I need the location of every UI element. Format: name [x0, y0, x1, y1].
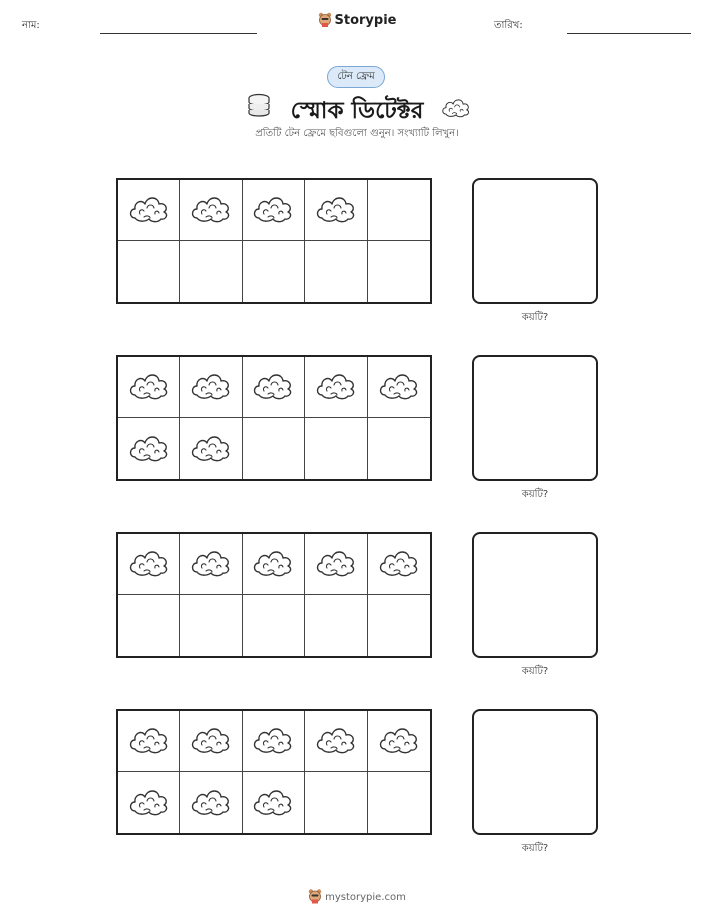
- ten-frame-cell: [368, 241, 430, 302]
- storypie-logo-icon: [308, 888, 322, 907]
- smoke-cloud-icon: [252, 723, 294, 759]
- ten-frame-cell: [368, 180, 430, 241]
- ten-frame-cell: [368, 357, 430, 418]
- smoke-cloud-icon: [128, 369, 170, 405]
- answer-box[interactable]: [472, 532, 598, 658]
- smoke-cloud-icon: [378, 369, 420, 405]
- ten-frame-cell: [305, 418, 367, 479]
- ten-frame-cell: [118, 534, 180, 595]
- smoke-cloud-icon: [190, 723, 232, 759]
- ten-frame-cell: [368, 772, 430, 833]
- ten-frame-cell: [243, 534, 305, 595]
- ten-frame-cell: [305, 772, 367, 833]
- ten-frame-cell: [243, 711, 305, 772]
- ten-frame-cell: [118, 711, 180, 772]
- ten-frame-cell: [118, 357, 180, 418]
- brand: [0, 12, 714, 31]
- smoke-cloud-icon: [128, 785, 170, 821]
- ten-frame-cell: [118, 241, 180, 302]
- smoke-cloud-icon: [128, 723, 170, 759]
- ten-frame-cell: [368, 595, 430, 656]
- how-many-label: কয়টি?: [521, 843, 549, 854]
- ten-frame-cell: [118, 772, 180, 833]
- smoke-cloud-icon: [315, 192, 357, 228]
- smoke-cloud-icon: [252, 546, 294, 582]
- ten-frame: [116, 709, 432, 835]
- smoke-cloud-icon: [190, 369, 232, 405]
- ten-frame-cell: [368, 418, 430, 479]
- ten-frame-cell: [305, 711, 367, 772]
- name-label: নাম:: [22, 20, 40, 31]
- footer-url[interactable]: mystorypie.com: [325, 892, 406, 903]
- smoke-cloud-icon: [441, 95, 471, 123]
- smoke-cloud-icon: [315, 546, 357, 582]
- ten-frame-cell: [243, 418, 305, 479]
- smoke-cloud-icon: [315, 723, 357, 759]
- answer-box[interactable]: [472, 178, 598, 304]
- footer: [0, 888, 714, 907]
- ten-frame-cell: [180, 357, 242, 418]
- ten-frame-cell: [180, 180, 242, 241]
- smoke-cloud-icon: [252, 785, 294, 821]
- smoke-cloud-icon: [378, 546, 420, 582]
- ten-frame-cell: [243, 772, 305, 833]
- ten-frame-cell: [305, 241, 367, 302]
- how-many-label: কয়টি?: [521, 489, 549, 500]
- ten-frame-cell: [305, 357, 367, 418]
- date-label: তারিখ:: [494, 20, 523, 31]
- smoke-cloud-icon: [190, 546, 232, 582]
- ten-frame-cell: [368, 534, 430, 595]
- page-title: স্মোক ডিটেক্টর: [290, 98, 424, 124]
- ten-frame-cell: [180, 418, 242, 479]
- smoke-cloud-icon: [252, 192, 294, 228]
- smoke-cloud-icon: [128, 192, 170, 228]
- ten-frame-cell: [180, 711, 242, 772]
- ten-frame-badge: টেন ফ্রেম: [327, 66, 385, 88]
- smoke-cloud-icon: [128, 546, 170, 582]
- smoke-cloud-icon: [190, 431, 232, 467]
- answer-box[interactable]: [472, 709, 598, 835]
- ten-frame-cell: [368, 711, 430, 772]
- ten-frame-cell: [305, 534, 367, 595]
- smoke-cloud-icon: [190, 192, 232, 228]
- smoke-cloud-icon: [190, 785, 232, 821]
- brand-name: Storypie: [334, 13, 397, 28]
- answer-box[interactable]: [472, 355, 598, 481]
- ten-frame-cell: [243, 180, 305, 241]
- smoke-cloud-icon: [128, 431, 170, 467]
- storypie-logo-icon: [318, 12, 332, 31]
- ten-frame-cell: [180, 534, 242, 595]
- how-many-label: কয়টি?: [521, 666, 549, 677]
- ten-frame: [116, 355, 432, 481]
- instructions: প্রতিটি টেন ফ্রেমে ছবিগুলো গুনুন। সংখ্যাটি লিখুন।: [255, 128, 459, 139]
- date-line[interactable]: [567, 33, 691, 34]
- ten-frame: [116, 178, 432, 304]
- ten-frame-cell: [305, 180, 367, 241]
- how-many-label: কয়টি?: [521, 312, 549, 323]
- name-line[interactable]: [100, 33, 257, 34]
- ten-frame-cell: [180, 772, 242, 833]
- ten-frame-cell: [118, 180, 180, 241]
- ten-frame-cell: [180, 595, 242, 656]
- ten-frame-cell: [118, 418, 180, 479]
- smoke-cloud-icon: [315, 369, 357, 405]
- ten-frame-cell: [243, 595, 305, 656]
- ten-frame-cell: [180, 241, 242, 302]
- ten-frame-cell: [118, 595, 180, 656]
- smoke-cloud-icon: [378, 723, 420, 759]
- smoke-cloud-icon: [252, 369, 294, 405]
- ten-frame-cell: [305, 595, 367, 656]
- ten-frame-cell: [243, 241, 305, 302]
- ten-frame: [116, 532, 432, 658]
- ten-frame-cell: [243, 357, 305, 418]
